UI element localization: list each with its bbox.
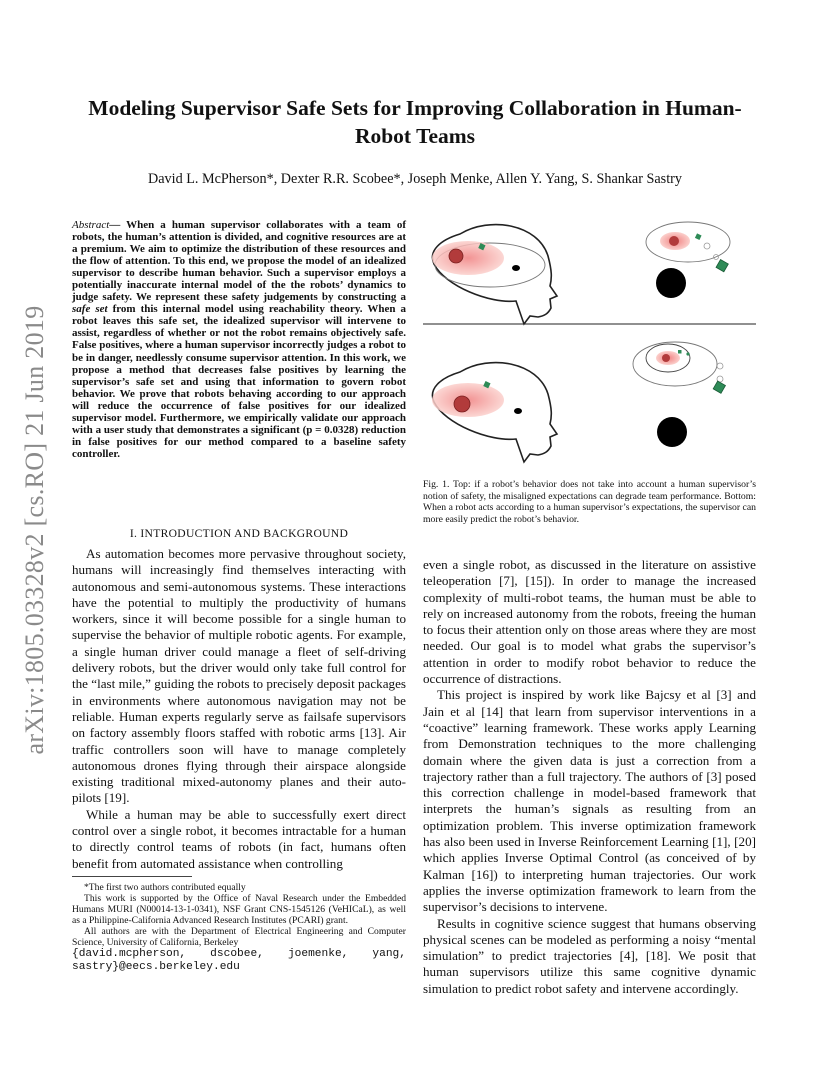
robot-center <box>449 249 463 263</box>
arxiv-identifier-text: arXiv:1805.03328v2 [cs.RO] 21 Jun 2019 <box>20 305 49 755</box>
figure-1-illustration <box>420 216 760 466</box>
world-scene-top <box>646 222 730 298</box>
safe-set-region <box>432 241 504 275</box>
obstacle <box>656 268 686 298</box>
abstract-text-1: When a human supervisor collaborates with a team of robots, the human’s attention is divided, and cognitive resources are at a premium. We aim to optimize the distribution of these resources and the flow of attention. To this end, we propose the model of an idealized supervisor to describe human behavior. Such a supervisor employs a potentially inaccurate internal model of the the robots’ dynamics to judge safety. We represent these safety judgements by constructing a <box>72 219 406 304</box>
abstract-text-2: from this internal model using reachability theory. When a robot leaves this safe set, the idealized supervisor will intervene to assist, regardless of whether or not the robot remains objectively safe. False positives, where a human supervisor incorrectly judges a robot to be in danger, needlessly consume supervisor attention. In this work, we propose a method that decreases false positives by learning the supervisor’s safe set and using that information to govern robot behavior. We prove that robots behaving according to our approach will reduce the occurrence of false positives for our idealized supervisor model. Furthermore, we empirically validate our approach with a user study that demonstrates a significant (p = 0.0328) reduction in false positives for our method compared to a baseline safety controller. <box>72 303 406 460</box>
paragraph: even a single robot, as discussed in the literature on assistive teleoperation [7], [15]). In order to manage the increased complexity of multi-robot teams, the human must be able to rely on increased autonomy from the robots, freeing the human to focus their attention only on those areas where they are most needed. Our goal is to model what grabs the supervisor’s attention in order to modify robot behavior to reduce the occurrence of distractions. <box>423 557 756 687</box>
paragraph: This project is inspired by work like Bajcsy et al [3] and Jain et al [14] that learn from supervisor interventions in a “coactive” learning framework. These works apply Learning from Demonstration techniques to the more challenging domain where the given data is just a correction from a trajectory rather than a full trajectory. The authors of [3] posed this correction challenge in model-based framework that interprets the human’s signals as resulting from an optimization problem. This inverse optimization framework has also been used in Inverse Reinforcement Learning [1], [20] which applies Inverse Optimal Control (as conceived of by Kalman [16]) to interpreting human trajectories. Our work applies the inverse optimization framework to learn from the supervisor’s decisions to intervene. <box>423 687 756 915</box>
paragraph: As automation becomes more pervasive throughout society, humans will increasingly find themselves interacting with autonomous and semi-autonomous systems. These interactions have the potential to multiply the productivity of humans workers, since it will become possible for a single human to supervise the behavior of multiple robotic agents. For example, a single human driver could manage a fleet of self-driving delivery robots, but the driver would only take full control for the “last mile,” guiding the robots to precisely deposit packages in environments where autonomous navigation may not be reliable. Human experts regularly serve as failsafe supervisors on factory assembly floors staffed with robotic arms [13]. Air traffic controllers soon will have to manage completely autonomous drones flying through their airspace alongside existing traditional mixed-autonomy planes and their auto-pilots [19]. <box>72 546 406 806</box>
robot-center <box>454 396 470 412</box>
left-column-body <box>72 546 406 872</box>
paragraph: While a human may be able to successfully exert direct control over a single robot, it becomes intractable for a human to directly control teams of robots (in fact, humans often benefit from automated assistance when controlling <box>72 806 406 871</box>
robot-icon <box>713 381 725 393</box>
abstract <box>72 219 406 460</box>
abstract-lead: Abstract <box>72 219 110 231</box>
paper-title: Modeling Supervisor Safe Sets for Improving Collaboration in Human-Robot Teams <box>88 96 742 148</box>
figure-1 <box>420 216 760 466</box>
world-outline-outer <box>633 342 717 386</box>
footnote-affiliation: All authors are with the Department of Electrical Engineering and Computer Science, University of California, Berkeley <box>72 926 406 948</box>
obstacle <box>657 417 687 447</box>
footnote-funding: This work is supported by the Office of Naval Research under the Embedded Humans MURI (N00014-13-1-0341), NSF Grant CNS-1545126 (VeHICaL), as well as a Philippine-California Advanced Research Institutes (PCARI) grant. <box>72 893 406 926</box>
footnote-equal-contribution: *The first two authors contributed equally <box>84 882 246 893</box>
section-heading: I. INTRODUCTION AND BACKGROUND <box>129 527 349 540</box>
footnote-divider <box>72 876 192 877</box>
abstract-emphasis: safe set <box>72 303 108 316</box>
author-list: David L. McPherson*, Dexter R.R. Scobee*, Joseph Menke, Allen Y. Yang, S. Shankar Sastry <box>148 171 682 187</box>
world-robot-center <box>669 236 679 246</box>
trajectory-marker <box>686 352 689 355</box>
footnote-emails: {david.mcpherson, dscobee, joemenke, yang, sastry}@eecs.berkeley.edu <box>72 948 406 973</box>
world-scene-bottom <box>633 342 725 447</box>
footnotes <box>72 882 406 974</box>
robot-icon <box>695 233 702 240</box>
paragraph: Results in cognitive science suggest that humans observing physical scenes can be modeled as performing a noisy “mental simulation” to predict trajectories [4], [18]. We posit that human supervisors utilize this same cognitive dynamic simulation to predict robot safety and intervene accordingly. <box>423 915 756 996</box>
arxiv-identifier <box>10 290 60 770</box>
right-column-body <box>423 557 756 997</box>
eye <box>514 408 522 414</box>
world-robot-center <box>662 354 670 362</box>
eye <box>512 265 520 271</box>
head-profile-bottom <box>432 363 557 462</box>
figure-caption: Fig. 1. Top: if a robot’s behavior does not take into account a human supervisor’s notion of safety, the misaligned expectations can degrade team performance. Bottom: When a robot acts according to a human supervisor’s expectations, the supervisor can more easily predict the robot’s behavior. <box>423 479 756 525</box>
head-profile-top <box>432 225 557 324</box>
trajectory-marker <box>704 243 710 249</box>
trajectory-marker <box>717 363 723 369</box>
abstract-dash: — <box>109 219 127 231</box>
head-outline <box>432 225 557 324</box>
robot-icon <box>678 350 682 354</box>
robot-icon <box>716 260 728 272</box>
